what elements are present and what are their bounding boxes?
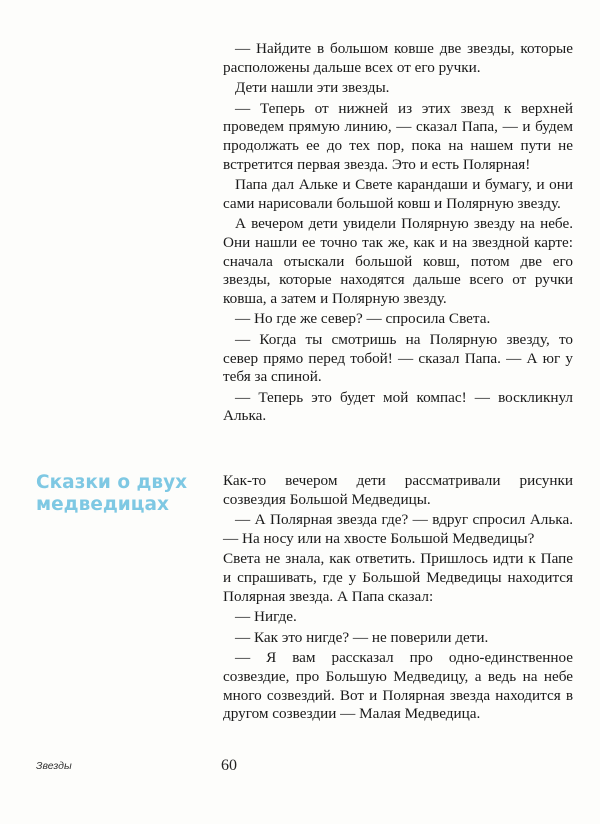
- text-column-top: [223, 40, 573, 428]
- section-heading: [36, 472, 216, 516]
- paragraph: — А Полярная звезда где? — вдруг спросил Алька. — На носу или на хвосте Большой Медведицы?: [223, 511, 573, 547]
- paragraph: — Найдите в большом ковше две звезды, которые расположены дальше всех от его ручки.: [223, 40, 573, 76]
- paragraph: — Когда ты смотришь на Полярную звезду, то север прямо перед тобой! — сказал Папа. — А юг у тебя за спиной.: [223, 330, 573, 386]
- running-footer-section: Звезды: [36, 760, 72, 772]
- paragraph: Дети нашли эти звезды.: [235, 79, 390, 97]
- paragraph: — Теперь это будет мой компас! — воскликнул Алька.: [223, 388, 573, 425]
- paragraph: Света не знала, как ответить. Пришлось идти к Папе и спрашивать, где у Большой Медведицы находится Полярная звезда. А Папа сказал:: [223, 550, 573, 605]
- paragraph: — Я вам рассказал про одно-единственное созвездие, про Большую Медведицу, а ведь на небе много созвездий. Вот и Полярная звезда находится в другом созвездии — Малая Медведица.: [223, 649, 573, 723]
- paragraph: А вечером дети увидели Полярную звезду на небе. Они нашли ее точно так же, как и на звездной карте: сначала отыскали большой ковш, потом две его звезды, которые находятся дальше всего от ручки ковша, а затем и Полярную звезду.: [223, 215, 573, 307]
- paragraph: — Как это нигде? — не поверили дети.: [235, 628, 489, 646]
- paragraph: — Но где же север? — спросила Света.: [235, 310, 491, 328]
- paragraph: — Нигде.: [235, 608, 297, 626]
- page-number: 60: [221, 757, 237, 774]
- section-heading-text: Сказки о двух медведицах: [36, 472, 188, 515]
- paragraph: Папа дал Альке и Свете карандаши и бумагу, и они сами нарисовали большой ковш и Полярную звезду.: [223, 176, 573, 212]
- paragraph: Как-то вечером дети рассматривали рисунки созвездия Большой Медведицы.: [223, 472, 573, 508]
- text-column-bottom: [223, 472, 573, 726]
- paragraph: — Теперь от нижней из этих звезд к верхней проведем прямую линию, — сказал Папа, — и будем продолжать ее до тех пор, пока на нашем пути не встретится первая звезда. Это и есть Полярная!: [223, 99, 573, 173]
